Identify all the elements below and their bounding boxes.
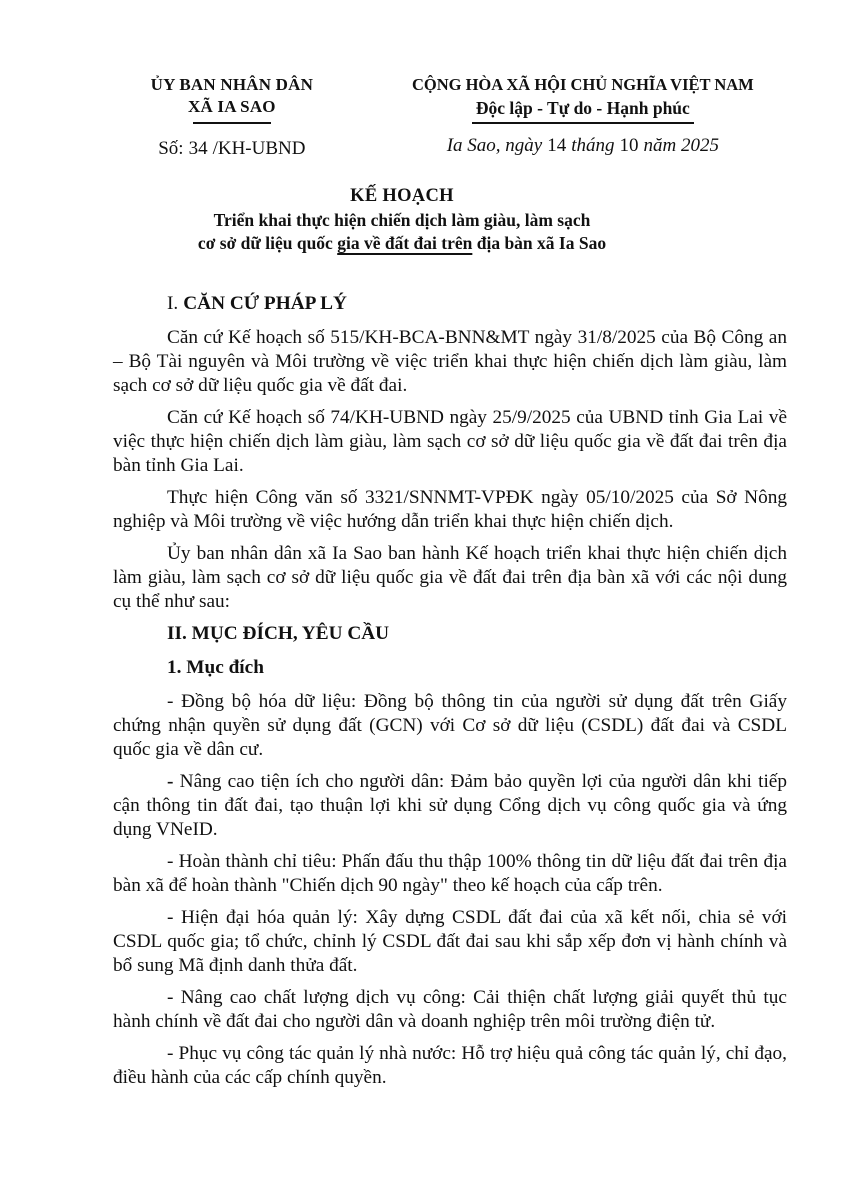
document-subtitle-line1: Triển khai thực hiện chiến dịch làm giàu, làm sạch	[213, 209, 591, 230]
document-type-title: KẾ HOẠCH	[350, 186, 454, 206]
date-year-label: năm	[643, 135, 677, 156]
place-date-line	[376, 134, 790, 157]
purpose-item-public-service-quality: - Nâng cao chất lượng dịch vụ công: Cải thiện chất lượng giải quyết thủ tục hành chính về đất đai cho người dân và doanh nghiệp trên môi trường điện tử.	[113, 986, 787, 1032]
document-number-suffix: /KH-UBND	[212, 138, 306, 159]
national-name-line: CỘNG HÒA XÃ HỘI CHỦ NGHĨA VIỆT NAM	[411, 75, 754, 94]
national-motto-line: Độc lập - Tự do - Hạnh phúc	[472, 97, 694, 124]
document-header	[0, 0, 848, 160]
issuer-separator-rule	[193, 122, 271, 124]
document-number-label: Số:	[158, 138, 184, 159]
purpose-item-data-sync: - Đồng bộ hóa dữ liệu: Đồng bộ thông tin của người sử dụng đất trên Giấy chứng nhận quyền sử dụng đất (GCN) với Cơ sở dữ liệu (CSDL) đất đai và CSDL quốc gia về dân cư.	[113, 690, 787, 760]
subtitle-line2-pre: cơ sở dữ liệu quốc	[197, 233, 333, 253]
document-subtitle-line2	[113, 232, 691, 256]
paragraph-legal-basis-2: Căn cứ Kế hoạch số 74/KH-UBND ngày 25/9/2025 của UBND tỉnh Gia Lai về việc thực hiện chiến dịch làm giàu, làm sạch cơ sở dữ liệu quốc gia về đất đai trên địa bàn tỉnh Gia Lai.	[113, 406, 787, 476]
subtitle-line2-underlined: gia về đất đai trên	[337, 233, 473, 253]
section-numeral: I.	[167, 292, 179, 314]
date-day-value: 14	[547, 135, 567, 156]
place-date-prefix: Ia Sao, ngày	[446, 135, 543, 156]
purpose-item-state-management: - Phục vụ công tác quản lý nhà nước: Hỗ trợ hiệu quả công tác quản lý, chỉ đạo, điều hành của các cấp chính quyền.	[113, 1042, 787, 1088]
document-number-value: 34	[188, 138, 208, 159]
issuer-commune-name: XÃ IA SAO	[187, 97, 276, 116]
paragraph-legal-basis-1: Căn cứ Kế hoạch số 515/KH-BCA-BNN&MT ngày 31/8/2025 của Bộ Công an – Bộ Tài nguyên và Môi trường về việc triển khai thực hiện chiến dịch làm giàu, làm sạch cơ sở dữ liệu quốc gia về đất đai.	[113, 326, 787, 396]
section-title-text: CĂN CỨ PHÁP LÝ	[183, 292, 347, 314]
purpose-item-target-completion: - Hoàn thành chỉ tiêu: Phấn đấu thu thập 100% thông tin dữ liệu đất đai trên địa bàn xã để hoàn thành "Chiến dịch 90 ngày" theo kế hoạch của cấp trên.	[113, 850, 787, 896]
section-heading-purpose-requirements: II. MỤC ĐÍCH, YÊU CẦU	[167, 622, 390, 644]
subsection-heading-purpose: 1. Mục đích	[167, 656, 264, 678]
purpose-item-citizen-benefit: - Nâng cao tiện ích cho người dân: Đảm bảo quyền lợi của người dân khi tiếp cận thông tin đất đai, tạo thuận lợi khi sử dụng Cổng dịch vụ công quốc gia và ứng dụng VNeID.	[113, 770, 787, 840]
section-heading-legal-basis	[113, 292, 787, 316]
document-body	[113, 292, 787, 1090]
issuer-block	[88, 74, 376, 160]
purpose-item-modernize-management: - Hiện đại hóa quản lý: Xây dựng CSDL đất đai của xã kết nối, chia sẻ với CSDL quốc gia; tổ chức, chỉnh lý CSDL đất đai sau khi sắp xếp đơn vị hành chính và bổ sung Mã định danh thửa đất.	[113, 906, 787, 976]
title-block	[113, 185, 691, 256]
date-month-value: 10	[619, 135, 639, 156]
paragraph-legal-basis-3: Thực hiện Công văn số 3321/SNNMT-VPĐK ngày 05/10/2025 của Sở Nông nghiệp và Môi trường về việc hướng dẫn triển khai thực hiện chiến dịch.	[113, 486, 787, 532]
date-year-value: 2025	[680, 135, 719, 156]
national-motto-wrap	[376, 97, 790, 124]
national-block	[376, 74, 790, 157]
issuer-org-name: ỦY BAN NHÂN DÂN	[150, 75, 314, 94]
subtitle-line2-post: địa bàn xã Ia Sao	[476, 233, 607, 253]
paragraph-plan-issuance: Ủy ban nhân dân xã Ia Sao ban hành Kế hoạch triển khai thực hiện chiến dịch làm giàu, làm sạch cơ sở dữ liệu quốc gia về đất đai trên địa bàn xã với các nội dung cụ thể như sau:	[113, 542, 787, 612]
date-month-label: tháng	[571, 135, 615, 156]
document-number	[88, 137, 376, 160]
